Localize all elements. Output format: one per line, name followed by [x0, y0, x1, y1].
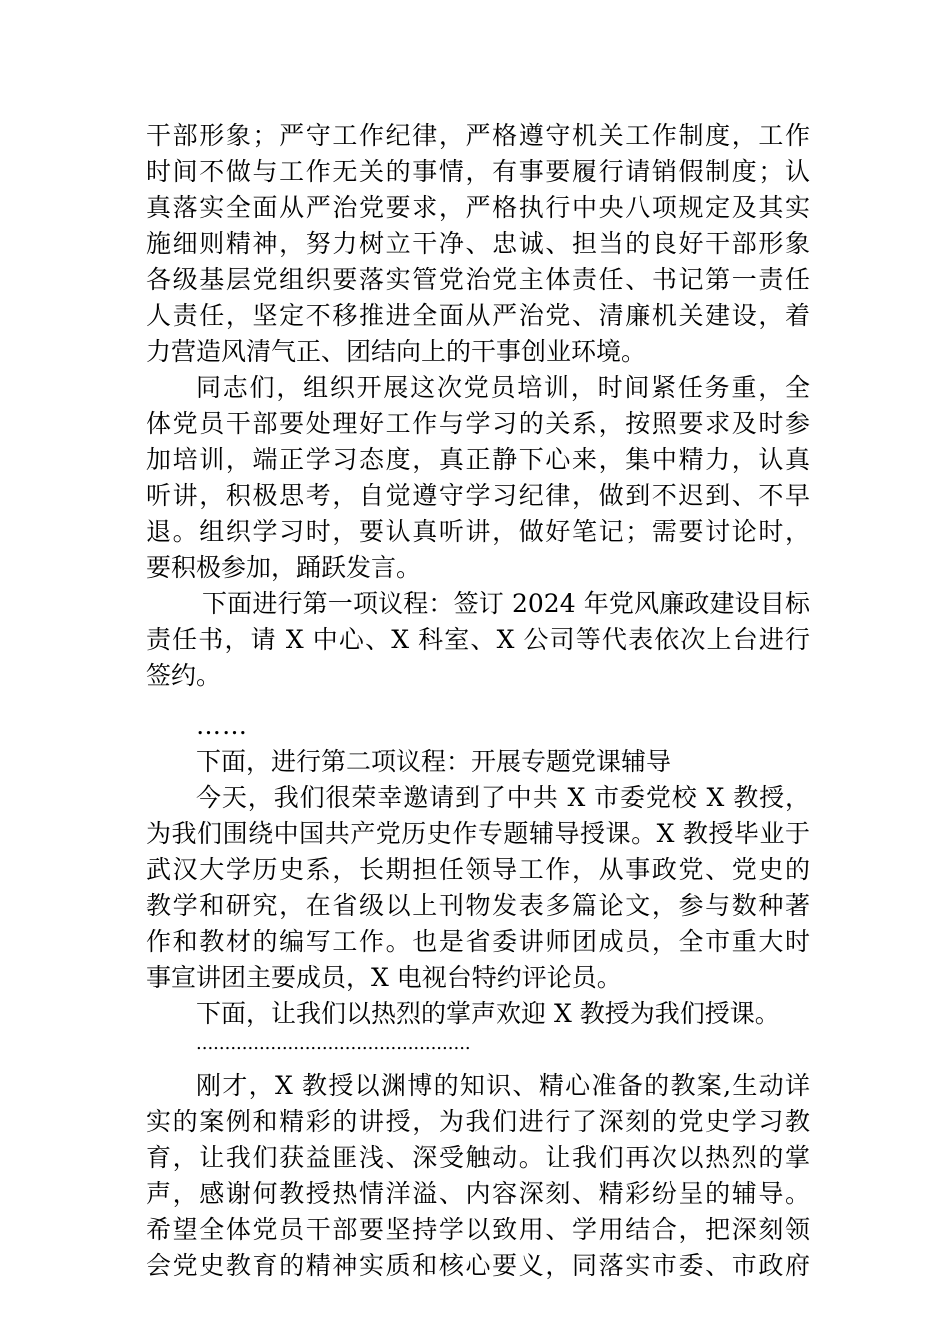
text-line: 责任书，请 X 中心、X 科室、X 公司等代表依次上台进行 [146, 625, 810, 654]
paragraph-discipline [146, 118, 810, 370]
text-line: 事宣讲团主要成员，X 电视台特约评论员。 [146, 963, 622, 992]
text-line: 真落实全面从严治党要求，严格执行中央八项规定及其实 [146, 193, 810, 222]
document-page [146, 118, 810, 1284]
ellipsis-line: …… [196, 711, 248, 740]
text-line: 希望全体党员干部要坚持学以致用、学用结合，把深刻领 [146, 1215, 810, 1244]
paragraph-training [146, 370, 810, 586]
text-line: 退。组织学习时，要认真听讲，做好笔记；需要讨论时， [146, 517, 810, 546]
text-line: 育，让我们获益匪浅、深受触动。让我们再次以热烈的掌 [146, 1143, 810, 1172]
text-line: 人责任，坚定不移推进全面从严治党、清廉机关建设，着 [146, 301, 810, 330]
text-line: 教学和研究，在省级以上刊物发表多篇论文，参与数种著 [146, 891, 810, 920]
text-line: 刚才，X 教授以渊博的知识、精心准备的教案,生动详 [196, 1071, 810, 1100]
text-line: 下面，进行第二项议程：开展专题党课辅导 [196, 747, 672, 776]
text-line: 声，感谢何教授热情洋溢、内容深刻、精彩纷呈的辅导。 [146, 1179, 810, 1208]
text-line: 会党史教育的精神实质和核心要义，同落实市委、市政府 [146, 1251, 810, 1280]
text-line: 时间不做与工作无关的事情，有事要履行请销假制度；认 [146, 157, 810, 186]
text-line: 力营造风清气正、团结向上的干事创业环境。 [146, 337, 647, 366]
paragraph-dots [146, 1032, 810, 1062]
text-line: 今天，我们很荣幸邀请到了中共 X 市委党校 X 教授， [196, 783, 810, 812]
text-line: 体党员干部要处理好工作与学习的关系，按照要求及时参 [146, 409, 810, 438]
text-line: 听讲，积极思考，自觉遵守学习纪律，做到不迟到、不早 [146, 481, 810, 510]
text-line: 作和教材的编写工作。也是省委讲师团成员，全市重大时 [146, 927, 810, 956]
dotted-line: ................................................ [196, 1033, 471, 1054]
text-line: 下面，让我们以热烈的掌声欢迎 X 教授为我们授课。 [196, 999, 780, 1028]
text-line: 下面进行第一项议程：签订 2024 年党风廉政建设目标 [202, 589, 810, 618]
text-line: 各级基层党组织要落实管党治党主体责任、书记第一责任 [146, 265, 810, 294]
paragraph-thanks [146, 1068, 810, 1284]
text-line: 同志们，组织开展这次党员培训，时间紧任务重，全 [196, 373, 810, 402]
paragraph-ellipsis [146, 708, 810, 744]
text-line: 要积极参加，踊跃发言。 [146, 553, 422, 582]
text-line: 干部形象；严守工作纪律，严格遵守机关工作制度，工作 [146, 121, 810, 150]
spacer [146, 694, 810, 708]
paragraph-professor-intro [146, 780, 810, 996]
text-line: 签约。 [146, 661, 222, 690]
paragraph-agenda-one [146, 586, 810, 694]
text-line: 为我们围绕中国共产党历史作专题辅导授课。X 教授毕业于 [146, 819, 810, 848]
paragraph-welcome [146, 996, 810, 1032]
text-line: 施细则精神，努力树立干净、忠诚、担当的良好干部形象 [146, 229, 810, 258]
text-line: 实的案例和精彩的讲授，为我们进行了深刻的党史学习教 [146, 1107, 810, 1136]
paragraph-agenda-two [146, 744, 810, 780]
text-line: 加培训，端正学习态度，真正静下心来，集中精力，认真 [146, 445, 810, 474]
text-line: 武汉大学历史系，长期担任领导工作，从事政党、党史的 [146, 855, 810, 884]
